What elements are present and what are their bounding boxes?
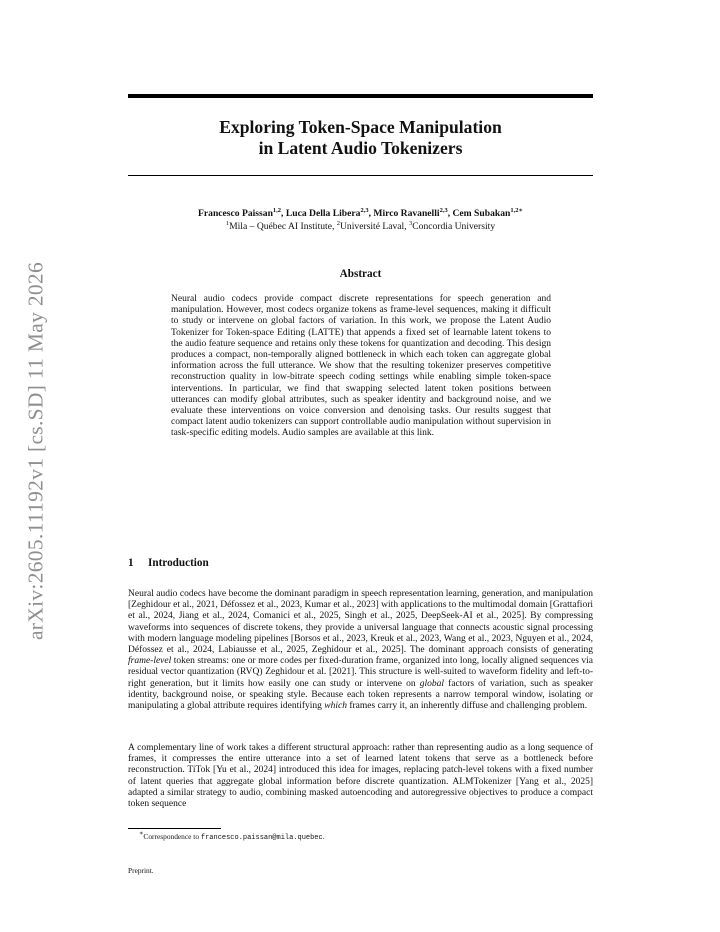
author-1: Francesco Paissan <box>198 208 273 219</box>
footnote-email: francesco.paissan@mila.quebec <box>200 834 323 842</box>
para1-text-3: factors of variation, such as speaker identity, background noise, or speaking style. Because each token represents a narrow temporal window, isolating or manipulating a global attribute requires identifying <box>128 678 593 712</box>
section-heading <box>128 557 209 569</box>
para1-text-1: Neural audio codecs have become the dominant paradigm in speech representation learning, generation, and manipulation [Zeghidour et al., 2021, Défossez et al., 2023, Kumar et al., 2023] with applications to the multimodal domain [Grattafiori et al., 2024, Jiang et al., 2024, Comanici et al., 2025, Singh et al., 2025, DeepSeek-AI et al., 2025]. By compressing waveforms into sequences of discrete tokens, they provide a universal language that connects acoustic signal processing with modern language modeling pipelines [Borsos et al., 2023, Kreuk et al., 2023, Wang et al., 2023, Nguyen et al., 2024, Défossez et al., 2024, Labiausse et al., 2025, Zeghidour et al., 2025]. The dominant approach consists of generating <box>128 589 593 656</box>
intro-paragraph-1 <box>128 589 593 712</box>
affiliations <box>128 221 593 234</box>
author-block <box>128 208 593 233</box>
author-names <box>128 208 593 221</box>
section-number: 1 <box>128 557 134 569</box>
footnote-rule <box>128 828 221 829</box>
affil-1: Mila – Québec AI Institute, <box>229 220 337 232</box>
author-4: , Cem Subakan <box>447 208 511 219</box>
author-4-affil: 1,2∗ <box>510 207 523 214</box>
preprint-label: Preprint. <box>128 866 154 875</box>
title-line-2: in Latent Audio Tokenizers <box>258 138 463 158</box>
para1-text-2: token streams: one or more codes per fixed-duration frame, organized into long, locally aligned sequences via residual vector quantization (RVQ) Zeghidour et al. [2021]. This structure is well-suited to waveform fidelity and left-to-right generation, but it limits how easily one can study or intervene on <box>128 656 593 689</box>
title-line-1: Exploring Token-Space Manipulation <box>219 117 502 137</box>
intro-paragraph-2: A complementary line of work takes a different structural approach: rather than representing audio as a long sequence of frames, it compresses the entire utterance into a set of learned latent tokens that serve as a bottleneck before reconstruction. TiTok [Yu et al., 2024] introduced this idea for images, replacing patch-level tokens with a fixed number of latent queries that aggregate global information before discrete quantization. ALMTokenizer [Yang et al., 2025] adapted a similar strategy to audio, combining masked autoencoding and autoregressive objectives to produce a compact token sequence <box>128 743 593 810</box>
para1-text-4: frames carry it, an inherently diffuse and challenging problem. <box>346 701 588 712</box>
para1-emphasis-1: frame-level <box>128 656 172 667</box>
arxiv-identifier: arXiv:2605.11192v1 [cs.SD] 11 May 2026 <box>23 261 48 641</box>
title-top-rule <box>128 94 593 98</box>
footnote-end: . <box>322 832 325 841</box>
author-3: , Mirco Ravanelli <box>368 208 440 219</box>
affil-2: Université Laval, <box>340 220 409 232</box>
affil-3-mark: 3 <box>409 219 413 227</box>
title-bottom-rule <box>128 175 593 176</box>
para1-emphasis-2: global <box>419 678 445 689</box>
abstract-heading: Abstract <box>339 268 382 280</box>
abstract-text: Neural audio codecs provide compact discrete representations for speech generation and manipulation. However, most codecs organize tokens as frame-level sequences, making it difficult to study or intervene on global factors of variation. In this work, we propose the Latent Audio Tokenizer for Token-space Editing (LATTE) that appends a fixed set of learnable latent tokens to the audio feature sequence and retains only these tokens for quantization and decoding. This design produces a compact, non-temporally aligned bottleneck in which each token can aggregate global information across the full utterance. We show that the resulting tokenizer preserves competitive reconstruction quality in low-bitrate speech coding settings while enabling simple token-space interventions. In particular, we find that swapping selected latent token positions between utterances can modify global attributes, such as speaker identity and background noise, and we evaluate these interventions on voice conversion and denoising tasks. Our results suggest that compact latent audio tokenizers can support controllable audio manipulation without supervision in task-specific editing models. Audio samples are available at this link. <box>171 294 551 439</box>
para1-emphasis-3: which <box>324 701 347 712</box>
affil-2-mark: 2 <box>336 219 340 227</box>
author-1-affil: 1,2 <box>272 207 282 214</box>
affil-1-mark: 1 <box>225 219 230 227</box>
author-2-affil: 2,3 <box>360 207 369 214</box>
paper-title <box>128 117 593 159</box>
section-title: Introduction <box>148 557 209 569</box>
author-2: , Luca Della Libera <box>281 208 361 219</box>
author-3-affil: 2,3 <box>439 207 448 214</box>
footnote-text: Correspondence to <box>143 832 201 841</box>
arxiv-identifier-stamp <box>21 258 51 644</box>
affil-3: Concordia University <box>412 220 496 232</box>
footnote-mark: ∗ <box>139 830 144 837</box>
footnote <box>139 832 325 843</box>
